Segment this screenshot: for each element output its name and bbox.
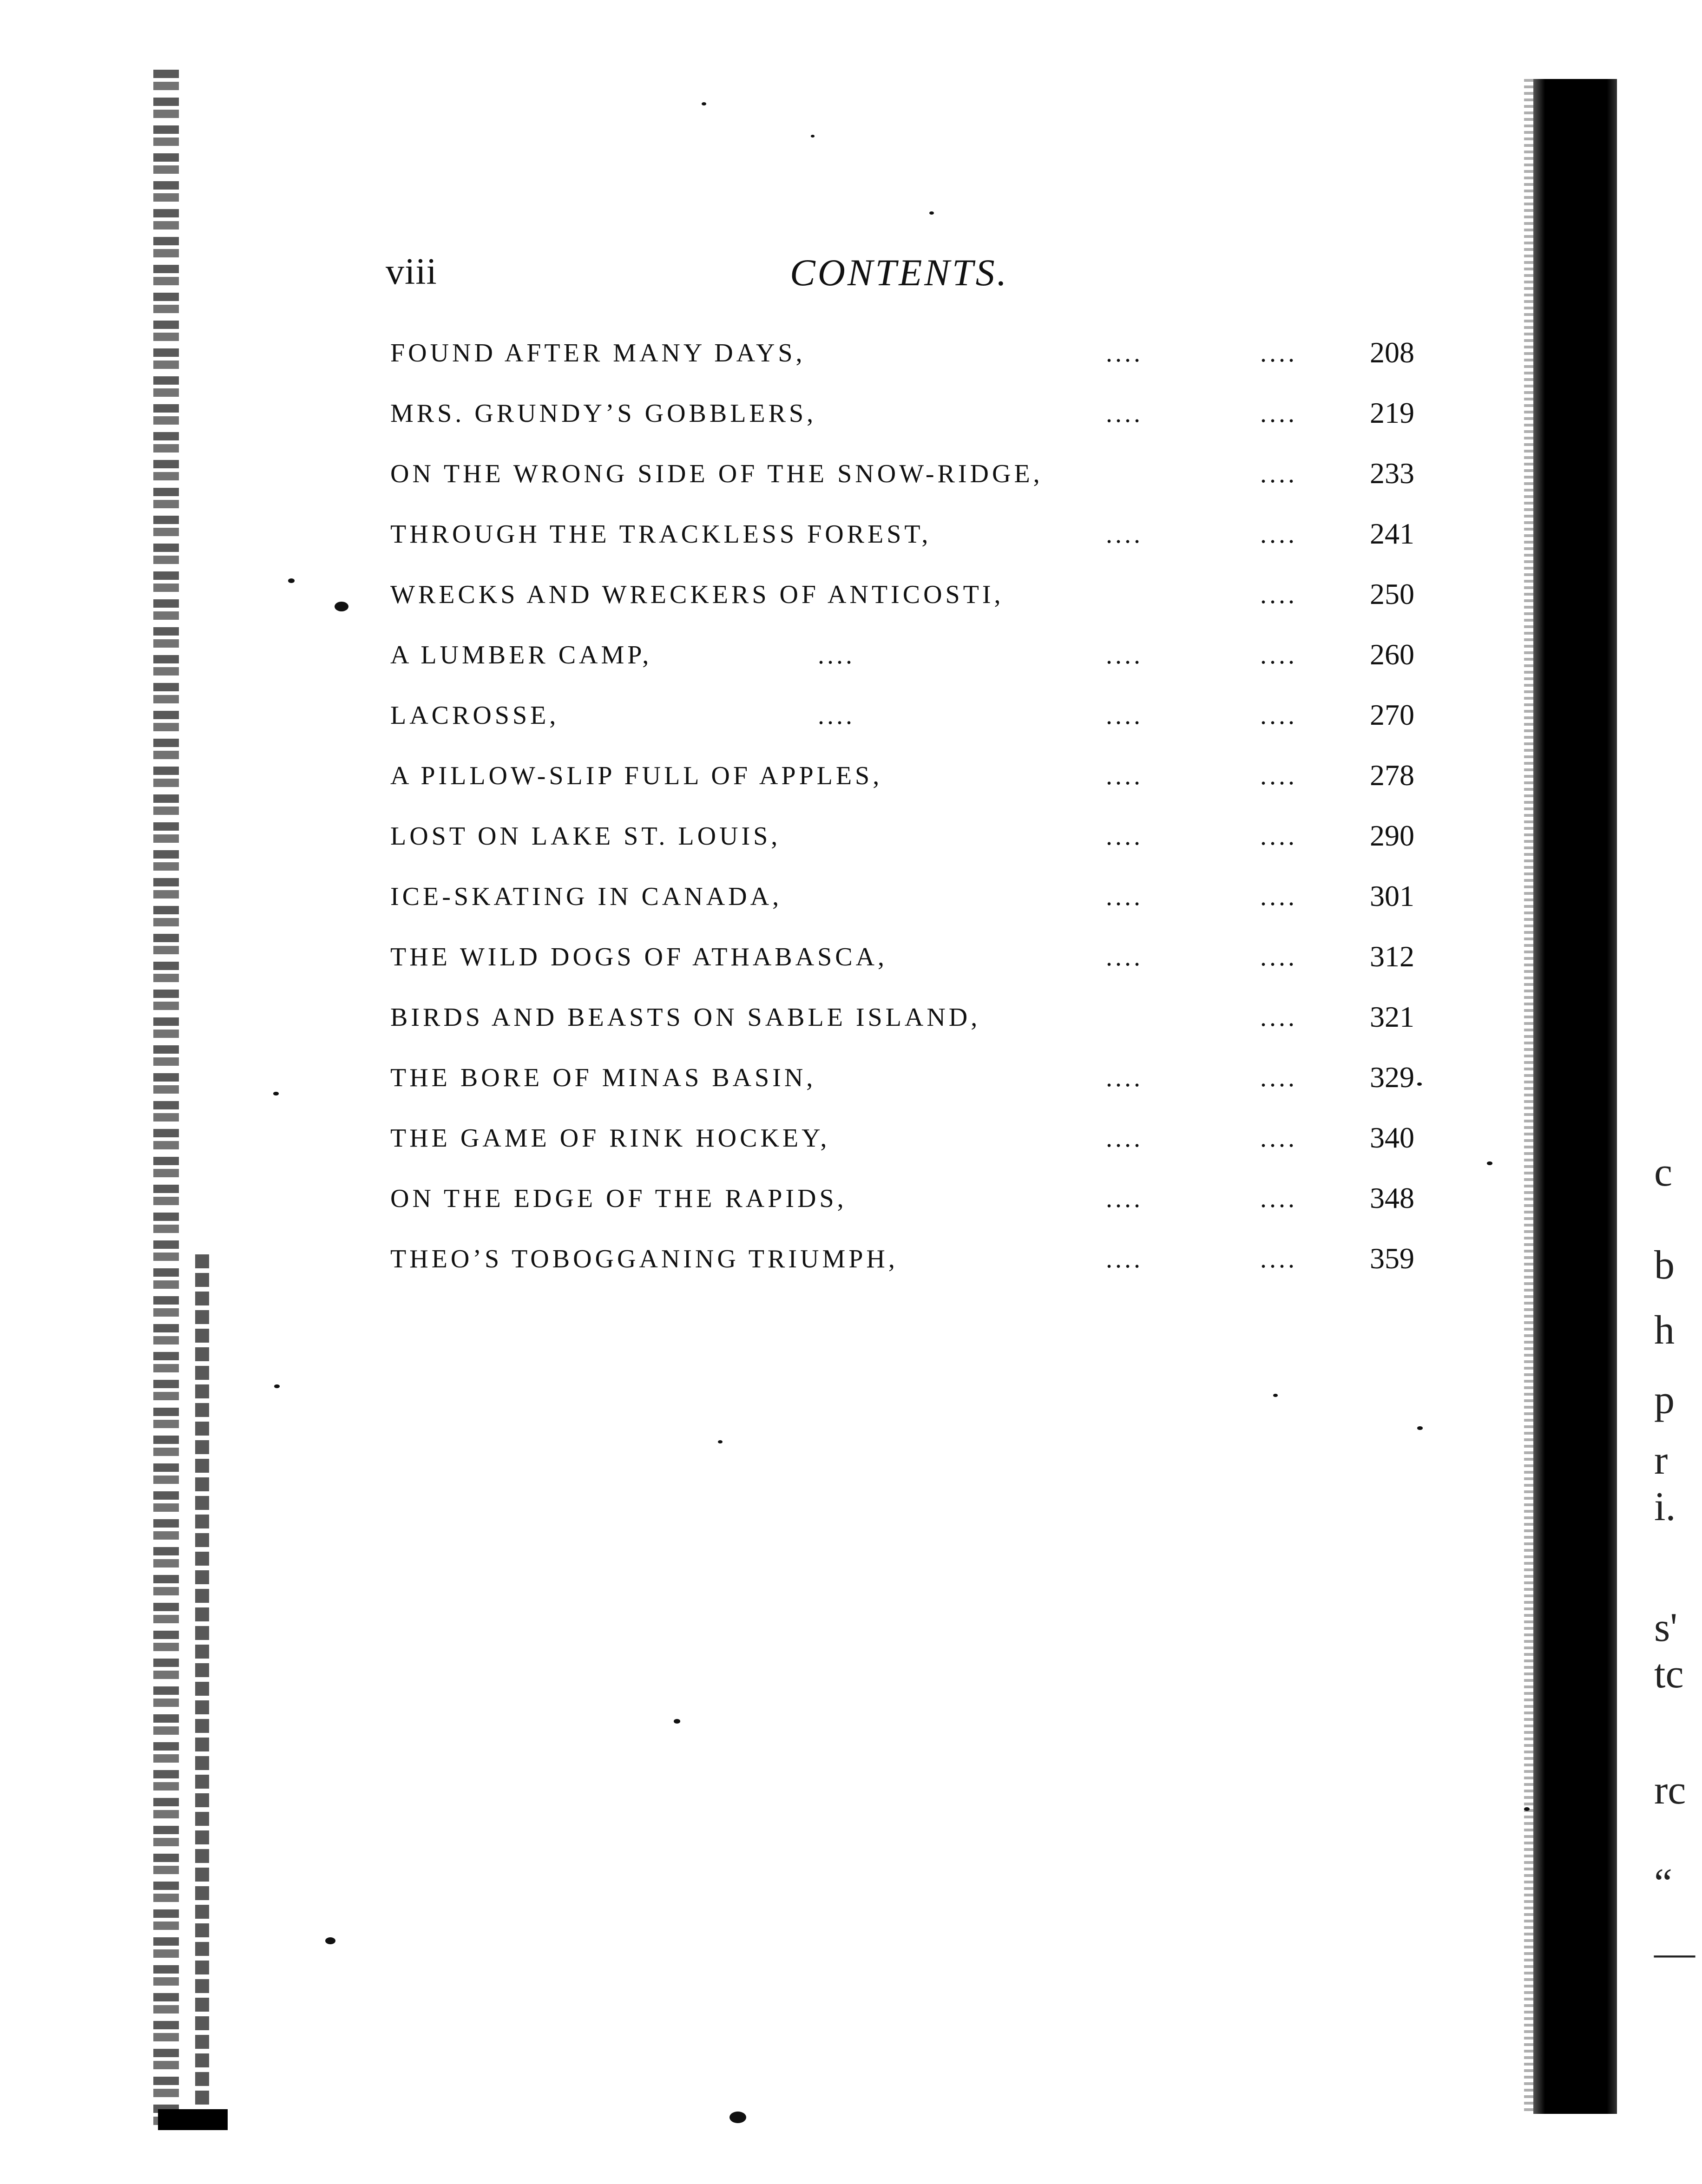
toc-entry-page: 278 [1370, 759, 1414, 792]
toc-leader-dots: .... [1106, 1184, 1143, 1213]
scan-speck [1487, 1161, 1492, 1165]
toc-leader-dots: .... [1106, 701, 1143, 730]
toc-entry-title: THE GAME OF RINK HOCKEY, [390, 1124, 830, 1153]
toc-leader-dots: .... [1106, 1063, 1143, 1092]
toc-leader-dots: .... [1260, 339, 1297, 367]
toc-entry-page: 260 [1370, 638, 1414, 671]
toc-entry [390, 1120, 1440, 1180]
toc-entry-page: 329 [1370, 1061, 1414, 1094]
toc-leader-dots: .... [1106, 761, 1143, 790]
toc-leader-dots: .... [1260, 580, 1297, 609]
scan-speck [674, 1719, 680, 1724]
toc-leader-dots: .... [1260, 399, 1297, 428]
toc-entry [390, 455, 1440, 516]
toc-entry-page: 290 [1370, 819, 1414, 852]
facing-page-letter: b [1654, 1243, 1675, 1288]
facing-page-letter: s' [1654, 1605, 1678, 1650]
gutter-base-mark [158, 2109, 228, 2130]
toc-entry-title: A PILLOW-SLIP FULL OF APPLES, [390, 761, 883, 790]
toc-entry [390, 1240, 1440, 1301]
scan-speck [702, 102, 706, 105]
toc-leader-dots: .... [1260, 1184, 1297, 1213]
toc-entry-title: LOST ON LAKE ST. LOUIS, [390, 822, 781, 851]
toc-entry-title: ON THE EDGE OF THE RAPIDS, [390, 1184, 847, 1213]
toc-leader-dots: .... [1260, 641, 1297, 669]
scan-speck [335, 602, 348, 611]
toc-entry-title: BIRDS AND BEASTS ON SABLE ISLAND, [390, 1003, 981, 1032]
toc-leader-dots: .... [1106, 339, 1143, 367]
toc-leader-dots: .... [1260, 882, 1297, 911]
page-number: viii [386, 251, 437, 292]
toc-entry-page: 241 [1370, 517, 1414, 550]
toc-entry-page: 270 [1370, 698, 1414, 731]
toc-entry-page: 359 [1370, 1242, 1414, 1275]
facing-page-letter: h [1654, 1308, 1675, 1353]
toc-entry-page: 250 [1370, 577, 1414, 610]
toc-entry-title: THEO’S TOBOGGANING TRIUMPH, [390, 1245, 898, 1273]
scan-speck [325, 1937, 335, 1944]
toc-leader-dots: .... [1260, 1003, 1297, 1032]
toc-entry-page: 348 [1370, 1181, 1414, 1214]
toc-leader-dots: .... [818, 701, 855, 730]
book-spine-shadow [1533, 79, 1617, 2114]
toc-leader-dots: .... [1260, 1124, 1297, 1153]
table-of-contents [390, 334, 1440, 1301]
toc-entry [390, 697, 1440, 757]
facing-page-letter: “ [1654, 1861, 1673, 1906]
scan-speck [718, 1440, 723, 1443]
toc-leader-dots: .... [1260, 761, 1297, 790]
toc-leader-dots: .... [1260, 1063, 1297, 1092]
toc-entry-page: 233 [1370, 457, 1414, 490]
toc-entry-title: A LUMBER CAMP, [390, 641, 652, 669]
toc-leader-dots: .... [818, 641, 855, 669]
toc-entry-page: 208 [1370, 336, 1414, 369]
scan-speck [288, 578, 295, 583]
toc-leader-dots: .... [1260, 1245, 1297, 1273]
toc-leader-dots: .... [1106, 822, 1143, 851]
left-gutter-binding [195, 1254, 209, 2128]
toc-entry [390, 1059, 1440, 1120]
facing-page-letter: i. [1654, 1484, 1676, 1529]
toc-entry-title: ICE-SKATING IN CANADA, [390, 882, 782, 911]
toc-leader-dots: .... [1106, 520, 1143, 549]
toc-entry [390, 878, 1440, 938]
toc-leader-dots: .... [1260, 943, 1297, 971]
facing-page-letter: — [1654, 1930, 1695, 1975]
scan-speck [274, 1384, 280, 1388]
toc-entry [390, 395, 1440, 455]
toc-entry-title: THE WILD DOGS OF ATHABASCA, [390, 943, 888, 971]
toc-entry [390, 999, 1440, 1059]
facing-page-fragments [1654, 1152, 1701, 1988]
toc-entry-title: MRS. GRUNDY’S GOBBLERS, [390, 399, 817, 428]
toc-leader-dots: .... [1106, 399, 1143, 428]
page-title: CONTENTS. [790, 251, 1009, 294]
toc-entry-page: 219 [1370, 396, 1414, 429]
scan-speck [1273, 1394, 1278, 1397]
scan-speck [929, 211, 934, 215]
toc-entry-title: FOUND AFTER MANY DAYS, [390, 339, 806, 367]
toc-leader-dots: .... [1260, 701, 1297, 730]
facing-page-letter: tc [1654, 1652, 1684, 1697]
toc-entry [390, 818, 1440, 878]
toc-entry-page: 312 [1370, 940, 1414, 973]
toc-leader-dots: .... [1106, 943, 1143, 971]
toc-entry [390, 576, 1440, 636]
toc-leader-dots: .... [1260, 822, 1297, 851]
toc-entry-title: ON THE WRONG SIDE OF THE SNOW-RIDGE, [390, 459, 1043, 488]
toc-leader-dots: .... [1260, 520, 1297, 549]
facing-page-letter: r [1654, 1438, 1668, 1483]
facing-page-letter: p [1654, 1377, 1675, 1423]
toc-entry-page: 301 [1370, 879, 1414, 912]
scan-speck [1417, 1426, 1423, 1430]
toc-entry-title: THE BORE OF MINAS BASIN, [390, 1063, 816, 1092]
toc-entry [390, 334, 1440, 395]
scan-speck [729, 2112, 746, 2123]
toc-leader-dots: .... [1106, 882, 1143, 911]
toc-leader-dots: .... [1106, 1124, 1143, 1153]
scan-speck [1417, 1082, 1422, 1086]
scan-speck [811, 135, 815, 138]
toc-leader-dots: .... [1106, 641, 1143, 669]
toc-entry [390, 636, 1440, 697]
toc-entry [390, 516, 1440, 576]
toc-leader-dots: .... [1260, 459, 1297, 488]
toc-entry [390, 757, 1440, 818]
toc-entry-title: WRECKS AND WRECKERS OF ANTICOSTI, [390, 580, 1004, 609]
facing-page-letter: c [1654, 1150, 1673, 1195]
toc-entry-title: LACROSSE, [390, 701, 559, 730]
running-head [386, 246, 1436, 302]
toc-entry-page: 340 [1370, 1121, 1414, 1154]
toc-entry-page: 321 [1370, 1000, 1414, 1033]
left-gutter-shadow [153, 70, 179, 2132]
facing-page-letter: rc [1654, 1768, 1686, 1813]
scan-speck [273, 1092, 279, 1095]
toc-entry-title: THROUGH THE TRACKLESS FOREST, [390, 520, 932, 549]
toc-entry [390, 1180, 1440, 1240]
toc-entry [390, 938, 1440, 999]
toc-leader-dots: .... [1106, 1245, 1143, 1273]
